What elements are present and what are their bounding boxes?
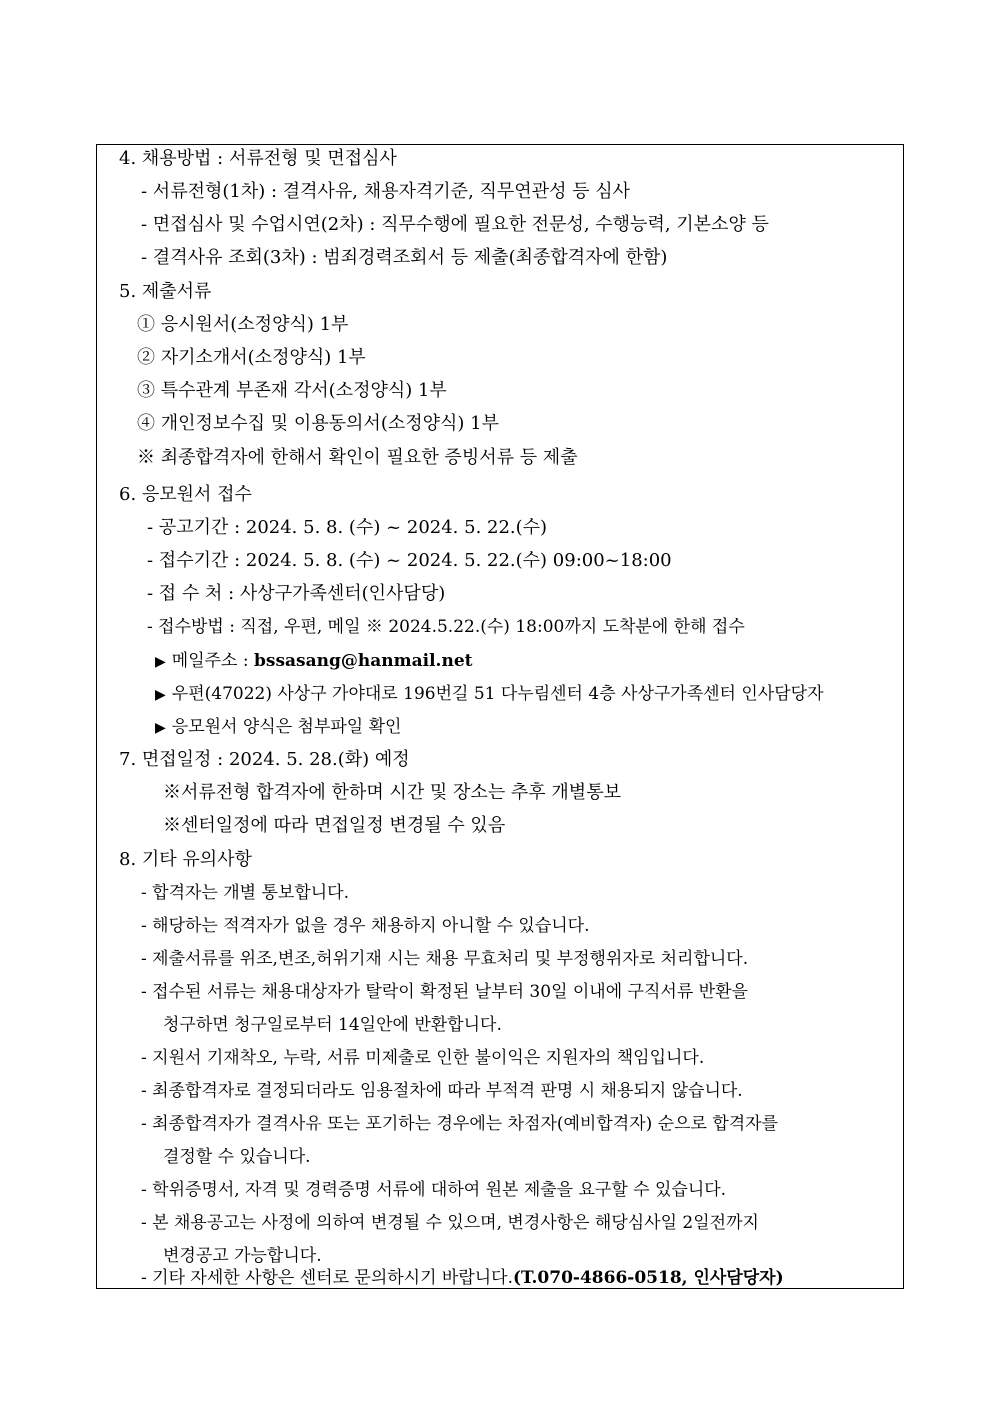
notice-box: [96, 144, 904, 1289]
document-item: ② 자기소개서(소정양식) 1부: [137, 347, 366, 368]
note-line: - 접수된 서류는 채용대상자가 탈락이 확정된 날부터 30일 이내에 구직서류 반환을: [141, 982, 748, 1002]
note-line: - 합격자는 개별 통보합니다.: [141, 883, 350, 903]
note-line: 변경공고 가능합니다.: [163, 1246, 322, 1266]
form-bullet: [155, 716, 401, 739]
document-note: ※ 최종합격자에 한해서 확인이 필요한 증빙서류 등 제출: [137, 447, 578, 468]
section-4-item: - 면접심사 및 수업시연(2차) : 직무수행에 필요한 전문성, 수행능력, 기본소양 등: [141, 214, 769, 235]
note-line: - 본 채용공고는 사정에 의하여 변경될 수 있으며, 변경사항은 해당심사일 2일전까지: [141, 1213, 759, 1233]
document-item: ③ 특수관계 부존재 각서(소정양식) 1부: [137, 380, 447, 401]
section-6-item: - 접수방법 : 직접, 우편, 메일 ※ 2024.5.22.(수) 18:00까지 도착분에 한해 접수: [147, 617, 745, 637]
contact-text: - 기타 자세한 사항은 센터로 문의하시기 바랍니다.: [141, 1268, 514, 1288]
contact-info: (T.070-4866-0518, 인사담당자): [513, 1268, 784, 1288]
email-label: 메일주소 :: [171, 651, 255, 671]
section-6-item: - 공고기간 : 2024. 5. 8. (수) ~ 2024. 5. 22.(수): [147, 517, 548, 538]
note-line: 청구하면 청구일로부터 14일안에 반환합니다.: [163, 1015, 502, 1035]
section-6-item: - 접수기간 : 2024. 5. 8. (수) ~ 2024. 5. 22.(수) 09:00~18:00: [147, 550, 672, 571]
form-note: 응모원서 양식은 첨부파일 확인: [171, 717, 402, 737]
interview-note: ※서류전형 합격자에 한하며 시간 및 장소는 추후 개별통보: [163, 782, 621, 803]
email-bullet: [155, 650, 473, 673]
section-5-heading: 5. 제출서류: [119, 281, 212, 302]
section-4-item: - 서류전형(1차) : 결격사유, 채용자격기준, 직무연관성 등 심사: [141, 181, 631, 202]
post-bullet: [155, 683, 824, 706]
interview-note: ※센터일정에 따라 면접일정 변경될 수 있음: [163, 815, 506, 836]
section-4-item: - 결격사유 조회(3차) : 범죄경력조회서 등 제출(최종합격자에 한함): [141, 247, 668, 268]
triangle-bullet-icon: ▶: [155, 687, 166, 703]
document-item: ① 응시원서(소정양식) 1부: [137, 314, 349, 335]
note-line: - 학위증명서, 자격 및 경력증명 서류에 대하여 원본 제출을 요구할 수 있습니다.: [141, 1180, 727, 1200]
note-line: - 최종합격자로 결정되더라도 임용절차에 따라 부적격 판명 시 채용되지 않습니다.: [141, 1081, 743, 1101]
contact-line: [141, 1267, 784, 1289]
section-8-heading: 8. 기타 유의사항: [119, 849, 252, 870]
section-7-heading: 7. 면접일정 : 2024. 5. 28.(화) 예정: [119, 749, 410, 770]
note-line: - 해당하는 적격자가 없을 경우 채용하지 아니할 수 있습니다.: [141, 916, 590, 936]
document-item: ④ 개인정보수집 및 이용동의서(소정양식) 1부: [137, 413, 499, 434]
post-address: 우편(47022) 사상구 가야대로 196번길 51 다누림센터 4층 사상구가족센터 인사담당자: [171, 684, 824, 704]
triangle-bullet-icon: ▶: [155, 654, 166, 670]
section-6-heading: 6. 응모원서 접수: [119, 484, 252, 505]
email-address[interactable]: bssasang@hanmail.net: [254, 651, 473, 671]
section-6-item: - 접 수 처 : 사상구가족센터(인사담당): [147, 583, 446, 604]
note-line: - 지원서 기재착오, 누락, 서류 미제출로 인한 불이익은 지원자의 책임입니다.: [141, 1048, 705, 1068]
note-line: 결정할 수 있습니다.: [163, 1147, 311, 1167]
note-line: - 최종합격자가 결격사유 또는 포기하는 경우에는 차점자(예비합격자) 순으로 합격자를: [141, 1114, 779, 1134]
section-4-heading: 4. 채용방법 : 서류전형 및 면접심사: [119, 148, 397, 169]
triangle-bullet-icon: ▶: [155, 720, 166, 736]
note-line: - 제출서류를 위조,변조,허위기재 시는 채용 무효처리 및 부정행위자로 처리합니다.: [141, 949, 749, 969]
